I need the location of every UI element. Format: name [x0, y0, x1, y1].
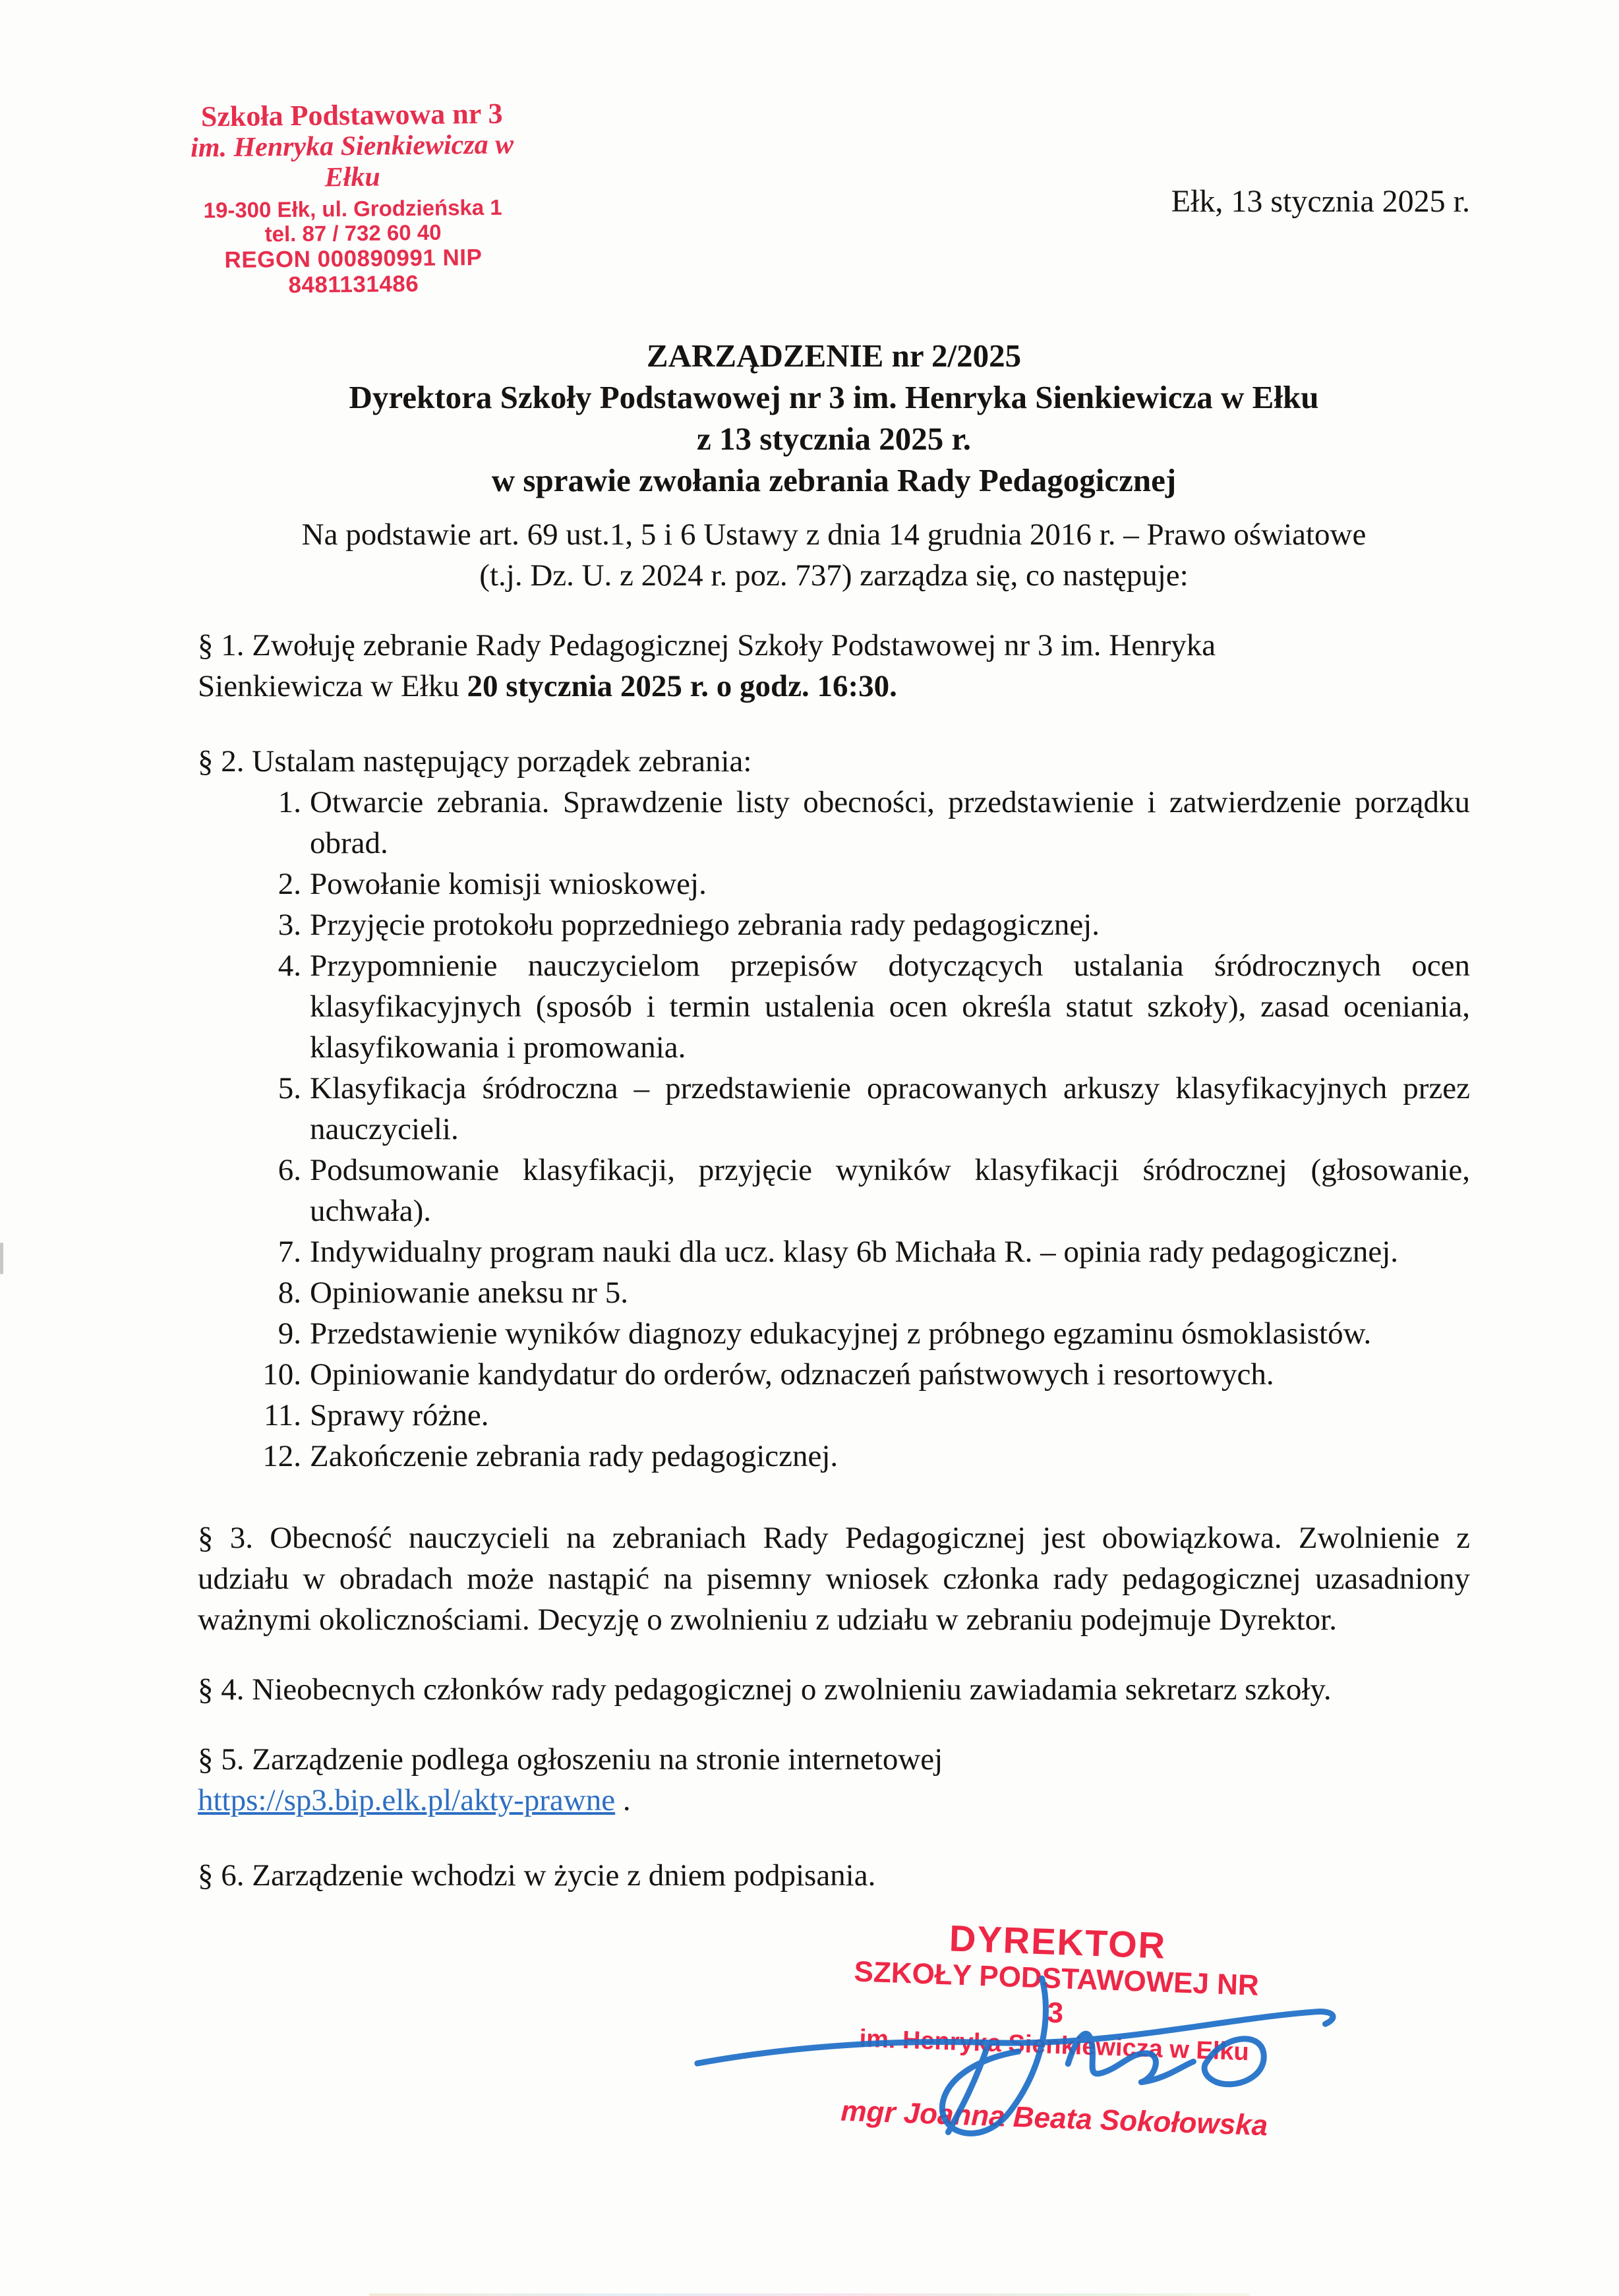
- agenda-item: [198, 782, 1470, 864]
- agenda-item: [198, 1395, 1470, 1436]
- agenda-item-text: Otwarcie zebrania. Sprawdzenie listy obecności, przedstawienie i zatwierdzenie porządku obrad.: [310, 784, 1470, 860]
- school-stamp-regon-nip: REGON 000890991 NIP 8481131486: [224, 245, 483, 299]
- agenda-item-number: 4.: [278, 948, 301, 983]
- agenda-item: [198, 1436, 1470, 1477]
- agenda-item-number: 12.: [262, 1438, 301, 1473]
- agenda-item-text: Klasyfikacja śródroczna – przedstawienie opracowanych arkuszy klasyfikacyjnych przez nauczycieli.: [310, 1071, 1470, 1146]
- agenda-item-text: Powołanie komisji wnioskowej.: [310, 866, 707, 901]
- director-name: mgr Joanna Beata Sokołowska: [840, 2094, 1268, 2142]
- agenda-item-number: 9.: [278, 1316, 301, 1351]
- document-title: [198, 335, 1470, 501]
- agenda-item: [198, 1231, 1470, 1272]
- signature-block: [840, 1915, 1270, 2143]
- agenda-item: [198, 864, 1470, 904]
- agenda-list: [198, 782, 1470, 1477]
- paragraph-6: § 6. Zarządzenie wchodzi w życie z dniem podpisania.: [198, 1858, 876, 1893]
- agenda-item-text: Przedstawienie wyników diagnozy edukacyjnej z próbnego egzaminu ósmoklasistów.: [310, 1316, 1372, 1351]
- agenda-item-text: Przyjęcie protokołu poprzedniego zebrania rady pedagogicznej.: [310, 907, 1100, 942]
- scan-bottom-artifact: [369, 2293, 1250, 2296]
- title-line-1: ZARZĄDZENIE nr 2/2025: [646, 337, 1022, 374]
- agenda-item-number: 2.: [278, 866, 301, 901]
- agenda-item: [198, 945, 1470, 1068]
- agenda-item-number: 11.: [263, 1398, 301, 1432]
- agenda-item-text: Zakończenie zebrania rady pedagogicznej.: [310, 1438, 839, 1473]
- paragraph-5: [198, 1739, 1470, 1821]
- paragraph-2-intro: § 2. Ustalam następujący porządek zebrania:: [198, 744, 752, 779]
- agenda-item-number: 8.: [278, 1275, 301, 1310]
- title-line-4: w sprawie zwołania zebrania Rady Pedagogicznej: [491, 461, 1177, 498]
- school-stamp-address: 19-300 Ełk, ul. Grodzieńska 1: [203, 194, 502, 223]
- agenda-item-text: Przypomnienie nauczycielom przepisów dotyczących ustalania śródrocznych ocen klasyfikacyjnych (sposób i termin ustalenia ocen określa statut szkoły), zasad oceniania, klasyfikowania i promowania.: [310, 948, 1470, 1065]
- school-stamp-phone: tel. 87 / 732 60 40: [264, 220, 442, 247]
- agenda-item: [198, 904, 1470, 945]
- legal-basis: [198, 514, 1470, 596]
- legal-basis-line-1: Na podstawie art. 69 ust.1, 5 i 6 Ustawy z dnia 14 grudnia 2016 r. – Prawo oświatowe: [301, 517, 1367, 552]
- agenda-item-number: 3.: [278, 907, 301, 942]
- agenda-item: [198, 1354, 1470, 1395]
- agenda-item-text: Opiniowanie kandydatur do orderów, odznaczeń państwowych i resortowych.: [310, 1357, 1274, 1392]
- paragraph-1-text-2: Sienkiewicza w Ełku: [198, 668, 467, 703]
- place-date-line: Ełk, 13 stycznia 2025 r.: [1171, 184, 1470, 219]
- legal-basis-line-2: (t.j. Dz. U. z 2024 r. poz. 737) zarządza się, co następuje:: [479, 558, 1189, 593]
- school-stamp-patron: im. Henryka Sienkiewicza w Ełku: [190, 129, 514, 193]
- title-line-2: Dyrektora Szkoły Podstawowej nr 3 im. Henryka Sienkiewicza w Ełku: [349, 378, 1319, 415]
- agenda-item: [198, 1068, 1470, 1150]
- title-line-3: z 13 stycznia 2025 r.: [697, 420, 971, 457]
- agenda-item-text: Indywidualny program nauki dla ucz. klasy 6b Michała R. – opinia rady pedagogicznej.: [310, 1234, 1399, 1269]
- school-stamp: [160, 97, 545, 300]
- agenda-item: [198, 1272, 1470, 1313]
- agenda-item-text: Opiniowanie aneksu nr 5.: [310, 1275, 628, 1310]
- paragraph-1-meeting-datetime: 20 stycznia 2025 r. o godz. 16:30.: [467, 668, 897, 703]
- agenda-item: [198, 1150, 1470, 1231]
- agenda-item-number: 1.: [278, 784, 301, 819]
- agenda-item-text: Sprawy różne.: [310, 1398, 489, 1432]
- paragraph-3: § 3. Obecność nauczycieli na zebraniach Rady Pedagogicznej jest obowiązkowa. Zwolnienie z udziału w obradach może nastąpić na pisemny wniosek członka rady pedagogicznej uzasadniony ważnymi okolicznościami. Decyzję o zwolnieniu z udziału w zebraniu podejmuje Dyrektor.: [198, 1520, 1470, 1637]
- agenda-item-number: 10.: [262, 1357, 301, 1392]
- school-stamp-name: Szkoła Podstawowa nr 3: [200, 97, 503, 133]
- document-header: [190, 97, 1470, 299]
- paragraph-5-suffix: .: [615, 1782, 631, 1817]
- paragraph-1-text: § 1. Zwołuję zebranie Rady Pedagogicznej Szkoły Podstawowej nr 3 im. Henryka: [198, 628, 1216, 662]
- agenda-item-number: 6.: [278, 1152, 301, 1187]
- director-stamp-title: DYREKTOR: [949, 1916, 1167, 1966]
- agenda-item-number: 5.: [278, 1071, 301, 1105]
- director-stamp-school: SZKOŁY PODSTAWOWEJ NR 3: [853, 1955, 1260, 2030]
- internet-link[interactable]: https://sp3.bip.elk.pl/akty-prawne: [198, 1782, 616, 1817]
- scan-edge-artifact: [0, 1243, 3, 1274]
- paragraph-1: [198, 625, 1470, 707]
- agenda-item-text: Podsumowanie klasyfikacji, przyjęcie wyników klasyfikacji śródrocznej (głosowanie, uchwała).: [310, 1152, 1470, 1228]
- paragraph-4: § 4. Nieobecnych członków rady pedagogicznej o zwolnieniu zawiadamia sekretarz szkoły.: [198, 1672, 1332, 1707]
- agenda-item-number: 7.: [278, 1234, 301, 1269]
- director-stamp-patron: im. Henryka Sienkiewicza w Ełku: [858, 2024, 1250, 2066]
- paragraph-5-text: § 5. Zarządzenie podlega ogłoszeniu na stronie internetowej: [198, 1742, 943, 1777]
- agenda-item: [198, 1313, 1470, 1354]
